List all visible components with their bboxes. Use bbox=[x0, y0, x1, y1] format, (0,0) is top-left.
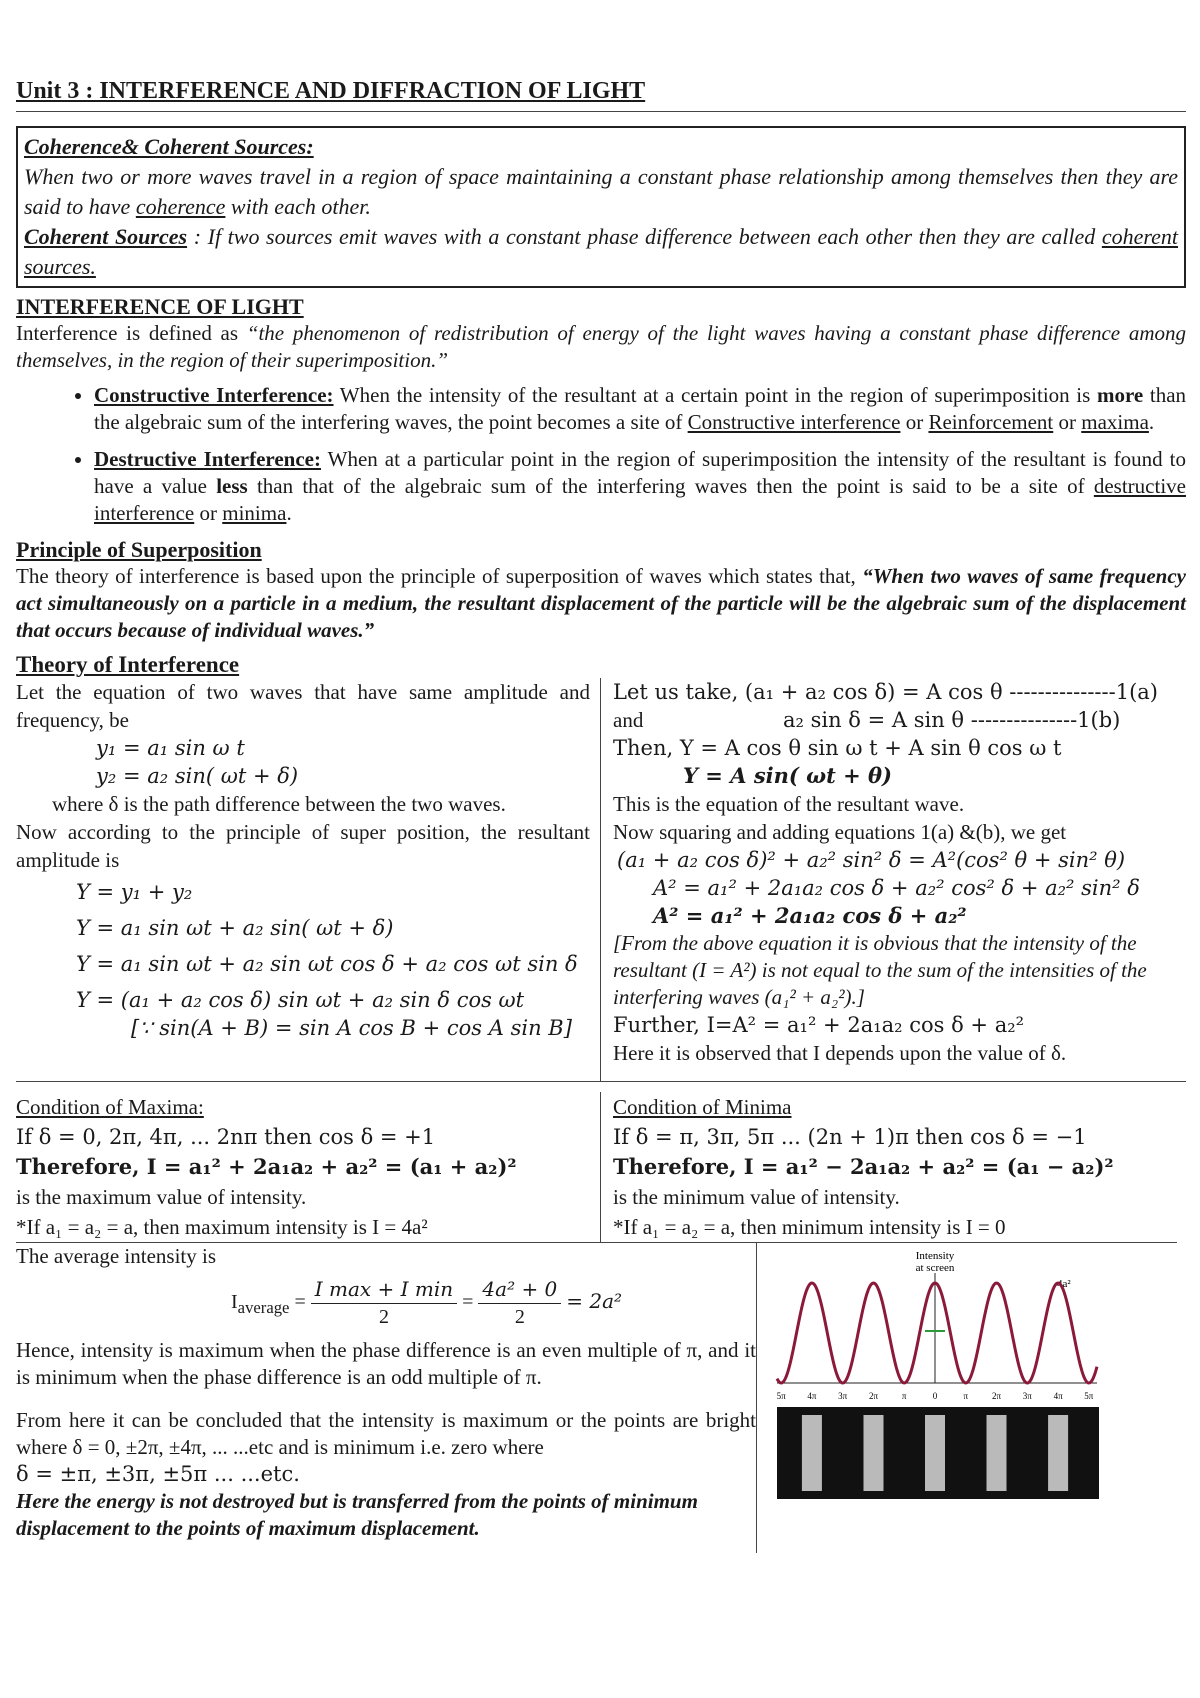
theory-columns bbox=[16, 678, 1186, 1082]
minima-condition: If δ = π, 3π, 5π ... (2n + 1)π then cos δ = −1 bbox=[613, 1125, 1087, 1149]
figure-peak-label: 4a² bbox=[1057, 1278, 1071, 1290]
constructive-more: more bbox=[1096, 383, 1144, 407]
bright-fringe bbox=[802, 1415, 822, 1491]
fraction-one-numerator: I max + I min bbox=[311, 1276, 457, 1304]
destructive-or: or bbox=[199, 501, 218, 525]
minima-heading: Condition of Minima bbox=[613, 1095, 792, 1119]
fraction-two-denominator: 2 bbox=[514, 1306, 525, 1328]
tick-label: 4π bbox=[1053, 1391, 1063, 1401]
tick-label: 4π bbox=[807, 1391, 817, 1401]
bright-fringe bbox=[987, 1415, 1007, 1491]
energy-note: Here the energy is not destroyed but is transferred from the points of minimum displacement to the points of maximum displacement. bbox=[16, 1489, 698, 1540]
fraction-two-numerator: 4a² + 0 bbox=[478, 1276, 561, 1304]
theory-intro: Let the equation of two waves that have same amplitude and frequency, be bbox=[16, 680, 590, 732]
coherence-def-end: with each other. bbox=[230, 194, 371, 219]
average-label-sub: average bbox=[237, 1298, 290, 1318]
tick-label: 2π bbox=[991, 1391, 1002, 1401]
equation-y-group: Y = (a₁ + a₂ cos δ) sin ωt + a₂ sin δ cos ωt bbox=[76, 988, 525, 1012]
superposition-quote: “When two waves of same frequency act simultaneously on a particle in a medium, the resultant displacement of the particle will be the algebraic sum of the displacement that occurs because of individual waves.” bbox=[16, 564, 1186, 642]
average-result: = 2a² bbox=[566, 1289, 623, 1314]
figure-tick-labels bbox=[777, 1391, 1094, 1401]
intensity-note: [From the above equation it is obvious that the intensity of the resultant (I = A²) is not equal to the sum of the intensities of the interfering waves (a₁² + a₂²).] bbox=[613, 931, 1147, 1009]
superposition-heading: Principle of Superposition bbox=[16, 537, 262, 562]
equation-y2: y₂ = a₂ sin( ωt + δ) bbox=[96, 764, 299, 788]
destructive-text-b: than that of the algebraic sum of the interfering waves then the point is said to be a site of bbox=[256, 474, 1085, 498]
constructive-term3: maxima bbox=[1081, 410, 1149, 434]
destructive-text-a: When at a particular point in the region of superimposition the intensity of the resultant is found to have a value bbox=[94, 447, 1187, 498]
interference-definition bbox=[16, 320, 1186, 374]
average-formula: $I_{average}$ = $\frac{\text{I max + I min}}{2}$ = $\frac{\text{4a² + 0}}{2}$ = 2a² bbox=[16, 1276, 756, 1331]
equation-y-expand: Y = a₁ sin ωt + a₂ sin( ωt + δ) bbox=[76, 916, 394, 940]
coherent-sources-term: coherent sources. bbox=[24, 224, 1179, 279]
interference-types-list bbox=[16, 382, 1186, 527]
intensity-curve bbox=[777, 1283, 1097, 1383]
coherence-def-text: When two or more waves travel in a region of space maintaining a constant phase relationship among themselves then they are said to have bbox=[24, 164, 1178, 219]
theory-now: Now according to the principle of super position, the resultant amplitude is bbox=[16, 820, 590, 872]
fraction-one bbox=[311, 1276, 457, 1331]
maxima-equal-amplitude: *If a₁ = a₂ = a, then maximum intensity is I = 4a² bbox=[16, 1215, 428, 1239]
bright-fringe bbox=[1048, 1415, 1068, 1491]
equation-a-squared: A² = a₁² + 2a₁a₂ cos δ + a₂² cos² δ + a₂² sin² δ bbox=[653, 876, 1140, 900]
squaring-text: Now squaring and adding equations 1(a) &(b), we get bbox=[613, 820, 1067, 844]
destructive-term1: destructive interference bbox=[94, 474, 1186, 525]
intensity-figure-svg bbox=[757, 1243, 1175, 1549]
coherent-sources-heading: Coherent Sources bbox=[24, 224, 188, 249]
equation-intensity: Further, I=A² = a₁² + 2a₁a₂ cos δ + a₂² bbox=[613, 1013, 1025, 1037]
constructive-or1: or bbox=[905, 410, 924, 434]
equation-squared: (a₁ + a₂ cos δ)² + a₂² sin² δ = A²(cos² θ + sin² θ) bbox=[617, 848, 1126, 872]
list-item-destructive: • Destructive Interference: When at a particular point in the region of superimposition the intensity of the resultant is found to have a value less than that of the algebraic sum of the interfering waves then the point is said to be a site of destructive interference or minima. bbox=[94, 446, 1186, 527]
from-here-text: From here it can be concluded that the intensity is maximum or the points are bright where δ = 0, ±2π, ±4π, ... ...etc and is minimum i.e. zero where bbox=[16, 1408, 756, 1459]
constructive-heading: Constructive Interference: bbox=[94, 383, 334, 407]
maxima-condition: If δ = 0, 2π, 4π, ... 2nπ then cos δ = +1 bbox=[16, 1125, 436, 1149]
figure-title-line2: at screen bbox=[915, 1262, 955, 1274]
interference-heading: INTERFERENCE OF LIGHT bbox=[16, 294, 304, 319]
average-lead: The average intensity is bbox=[16, 1242, 756, 1270]
conditions-columns bbox=[16, 1092, 1186, 1242]
equation-y1: y₁ = a₁ sin ω t bbox=[96, 736, 245, 760]
maxima-heading: Condition of Maxima: bbox=[16, 1095, 204, 1119]
minima-intensity: Therefore, I = a₁² − 2a₁a₂ + a₂² = (a₁ − a₂)² bbox=[613, 1154, 1114, 1179]
equation-identity: [∵ sin(A + B) = sin A cos B + cos A sin B] bbox=[131, 1016, 572, 1040]
theory-where: where δ is the path difference between the two waves. bbox=[52, 792, 506, 816]
tick-label: 3π bbox=[1022, 1391, 1032, 1401]
theory-heading: Theory of Interference bbox=[16, 652, 240, 677]
bottom-section bbox=[16, 1242, 1186, 1553]
unit-title: Unit 3 : INTERFERENCE AND DIFFRACTION OF LIGHT bbox=[16, 78, 646, 104]
title-rule bbox=[16, 111, 1186, 112]
tick-label: 2π bbox=[868, 1391, 879, 1401]
constructive-text-b: than the algebraic sum of the interfering waves, the point becomes a site of bbox=[94, 383, 1187, 434]
constructive-text-a: When the intensity of the resultant at a certain point in the region of superimposition is bbox=[339, 383, 1091, 407]
tick-label: 0 bbox=[932, 1391, 938, 1401]
constructive-term1: Constructive interference bbox=[687, 410, 901, 434]
theory-left-column bbox=[16, 678, 601, 1081]
coherence-term: coherence bbox=[135, 194, 226, 219]
coherence-heading: Coherence& Coherent Sources: bbox=[24, 134, 314, 159]
theory-right-column bbox=[601, 678, 1186, 1081]
tick-label: 3π bbox=[838, 1391, 848, 1401]
destructive-term2: minima bbox=[222, 501, 287, 525]
and-label: and bbox=[613, 708, 644, 732]
maxima-note: is the maximum value of intensity. bbox=[16, 1185, 307, 1209]
intensity-figure bbox=[756, 1242, 1177, 1553]
equation-resultant: Y = A sin( ωt + θ) bbox=[683, 763, 892, 788]
interference-def-lead: Interference is defined as bbox=[16, 321, 239, 345]
equation-a-squared-final: A² = a₁² + 2a₁a₂ cos δ + a₂² bbox=[653, 903, 967, 928]
coherence-box bbox=[16, 126, 1186, 288]
maxima-column bbox=[16, 1092, 601, 1242]
average-and-conclusion bbox=[16, 1242, 756, 1553]
hence-text: Hence, intensity is maximum when the phase difference is an even multiple of π, and it is minimum when the phase difference is an odd multiple of π. bbox=[16, 1338, 756, 1389]
minima-column bbox=[601, 1092, 1186, 1242]
depends-note: Here it is observed that I depends upon the value of δ. bbox=[613, 1041, 1067, 1065]
tick-label: π bbox=[901, 1391, 907, 1401]
list-item-constructive: • Constructive Interference: When the intensity of the resultant at a certain point in the region of superimposition is more than the algebraic sum of the interfering waves, the point becomes a site of Constructive interference or Reinforcement or maxima. bbox=[94, 382, 1186, 436]
figure-title-line1: Intensity bbox=[915, 1250, 955, 1262]
tick-label: π bbox=[963, 1391, 969, 1401]
destructive-heading: Destructive Interference: bbox=[94, 447, 321, 471]
resultant-note: This is the equation of the resultant wave. bbox=[613, 792, 965, 816]
bright-fringe bbox=[925, 1415, 945, 1491]
delta-values: δ = ±π, ±3π, ±5π ... ...etc. bbox=[16, 1462, 300, 1486]
interference-def-quote: “the phenomenon of redistribution of energy of the light waves having a constant phase difference among themselves, in the region of their superimposition.” bbox=[16, 321, 1187, 372]
coherent-sources-text: : If two sources emit waves with a constant phase difference between each other then they are called bbox=[193, 224, 1096, 249]
superposition-body: The theory of interference is based upon the principle of superposition of waves which states that, bbox=[16, 564, 856, 588]
minima-equal-amplitude: *If a₁ = a₂ = a, then minimum intensity is I = 0 bbox=[613, 1215, 1006, 1239]
fraction-one-denominator: 2 bbox=[378, 1306, 389, 1328]
equation-then: Then, Y = A cos θ sin ω t + A sin θ cos ω t bbox=[613, 736, 1062, 760]
equation-y-sum: Y = y₁ + y₂ bbox=[76, 880, 193, 904]
constructive-term2: Reinforcement bbox=[928, 410, 1054, 434]
tick-label: 5π bbox=[776, 1391, 786, 1401]
superposition-text bbox=[16, 563, 1186, 644]
destructive-less: less bbox=[216, 474, 248, 498]
maxima-intensity: Therefore, I = a₁² + 2a₁a₂ + a₂² = (a₁ + a₂)² bbox=[16, 1154, 517, 1179]
minima-note: is the minimum value of intensity. bbox=[613, 1185, 900, 1209]
bright-fringe bbox=[864, 1415, 884, 1491]
tick-label: 5π bbox=[1084, 1391, 1094, 1401]
equation-y-trig: Y = a₁ sin ωt + a₂ sin ωt cos δ + a₂ cos ωt sin δ bbox=[76, 952, 578, 976]
average-label: I bbox=[231, 1291, 238, 1314]
constructive-or2: or bbox=[1058, 410, 1076, 434]
equation-1a: Let us take, (a₁ + a₂ cos δ) = A cos θ ---------------1(a) bbox=[613, 680, 1158, 704]
document-page bbox=[16, 60, 1186, 1553]
equation-1b: a₂ sin δ = A sin θ ---------------1(b) bbox=[783, 708, 1121, 732]
fraction-two bbox=[478, 1276, 561, 1331]
